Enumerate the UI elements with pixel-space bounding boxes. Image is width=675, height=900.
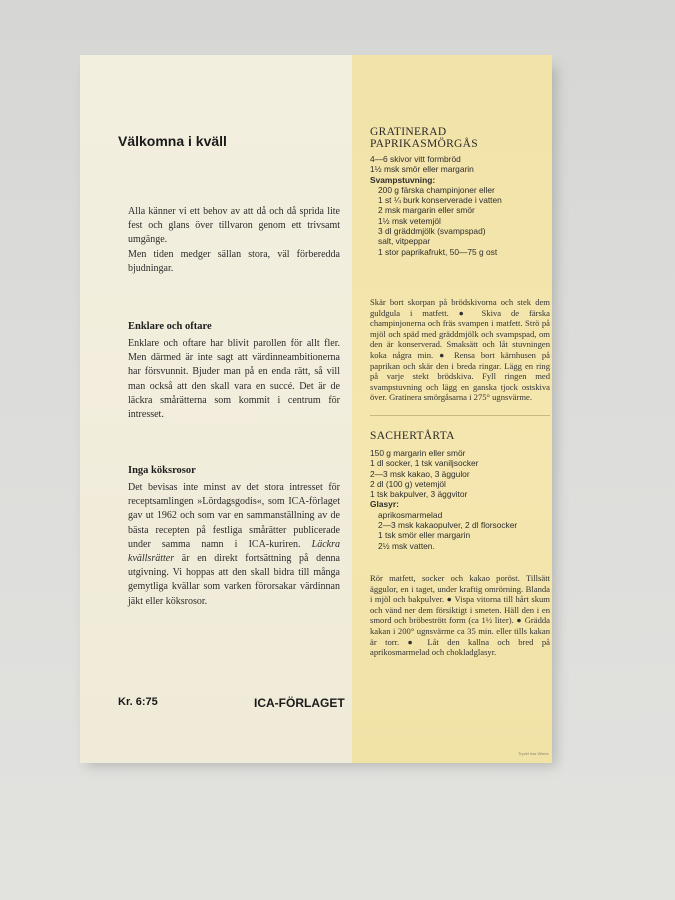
ingredient-line: 1 tsk smör eller margarin [378, 530, 471, 541]
recipe-divider [370, 415, 550, 416]
ingredient-line: 3 dl gräddmjölk (svampspad) [378, 226, 486, 237]
recipe1-title [370, 126, 478, 150]
section-text-part-a: Det bevisas inte minst av det stora intresset för receptsamlingen »Lördagsgodis«, som ICA-förlaget gav ut 1962 och som var en sammanställning av de bästa recepten på festliga smårätter publicerade under samma namn i ICA-kuriren. [128, 482, 340, 550]
ingredient-line: 1 tsk bakpulver, 3 äggvitor [370, 489, 468, 500]
recipe1-method: Skär bort skorpan på brödskivorna och stek dem guldgula i matfett. ● Skiva de färska champinjonerna och fräs svampen i matfett. Strö på mjöl och späd med gräddmjölk och svampspad, om den är konserverad. Smaksätt och låt stuvningen koka några min. ● Rensa bort kärnhusen på paprikan och skär den i breda ringar. Lägg en ring på varje stekt brödskiva. Fyll ringen med svampstuvning och lägg en ganska tjock ostskiva över. Gratinera smörgåsarna i 275° ugnsvärme. [370, 297, 550, 403]
publisher-name: ICA-FÖRLAGET [254, 696, 345, 710]
ingredient-line: 1 st ¼ burk konserverade i vatten [378, 195, 502, 206]
book-title-italic: Läckra kvällsrätter [128, 538, 340, 565]
intro-text-1: Alla känner vi ett behov av att då och då sprida lite fest och glans över tillvaron genom ett trivsamt umgänge. [128, 206, 340, 246]
ingredient-line: salt, vitpeppar [378, 236, 431, 247]
recipe2-ingredients [370, 448, 550, 551]
ingredient-line: 1 stor paprikafrukt, 50—75 g ost [378, 246, 498, 257]
section-heading-enklare: Enklare och oftare [128, 321, 212, 332]
cover-heading: Välkomna i kväll [118, 133, 227, 149]
printer-note: Tryckt hos Wiene [518, 751, 549, 756]
ingredient-line: 2—3 msk kakao, 3 äggulor [370, 468, 470, 479]
ingredient-line: 2½ msk vatten. [378, 540, 435, 551]
sub-label: Svampstuvning: [370, 174, 436, 185]
ingredient-line: 2 msk margarin eller smör [378, 205, 475, 216]
section-text-part-b: är en direkt fortsättning på denna utgivning. Vi hoppas att den skall bidra till många gemytliga kvällar som varken förorsakar värdinnan jäkt eller köksrosor. [128, 553, 340, 607]
ingredient-line: 200 g färska champinjoner eller [378, 184, 495, 195]
sub-label: Glasyr: [370, 499, 399, 510]
recipe1-title-line2: PAPRIKASMÖRGÅS [370, 138, 478, 150]
ingredient-line: aprikosmarmelad [378, 509, 443, 520]
intro-text-2: Men tiden medger sällan stora, väl förberedda bjudningar. [128, 248, 340, 274]
recipe2-method: Rör matfett, socker och kakao poröst. Tillsätt äggulor, en i taget, under kraftig omrörning. Blanda i mjöl och bakpulver. ● Vispa vitorna till hårt skum och vänd ner dem försiktigt i smeten. Häll den i en smord och bröbestrött form (ca 1½ liter). ● Grädda kakan i 200° ugnsvärme ca 35 min. eller tills kakan är torr. ● Låt den kallna och bred på aprikosmarmelad och chokladglasyr. [370, 573, 550, 658]
price-label: Kr. 6:75 [118, 696, 158, 708]
recipe2-title: SACHERTÅRTA [370, 430, 455, 442]
ingredient-line: 2 dl (100 g) vetemjöl [370, 478, 446, 489]
ingredient-line: 4—6 skivor vitt formbröd [370, 154, 461, 164]
ingredient-line: 2—3 msk kakaopulver, 2 dl florsocker [378, 520, 518, 531]
section-heading-koksrosor: Inga köksrosor [128, 465, 196, 476]
book-back-cover [80, 55, 552, 763]
ingredient-line: 1 dl socker, 1 tsk vaniljsocker [370, 458, 479, 469]
ingredient-line: 150 g margarin eller smör [370, 448, 466, 458]
ingredient-line: 1½ msk smör eller margarin [370, 164, 474, 175]
recipe1-ingredients [370, 154, 550, 257]
recipe1-title-line1: GRATINERAD [370, 126, 447, 138]
intro-paragraph [128, 205, 340, 276]
section-text-enklare: Enklare och oftare har blivit parollen för allt fler. Men därmed är inte sagt att värdinneambitionerna har försvunnit. Bjuder man på en enda rätt, så vill man också att den skall vara en succé. Det är de läckra smårätterna som kommit i centrum för intresset. [128, 338, 340, 421]
section-text-koksrosor [128, 481, 340, 609]
ingredient-line: 1½ msk vetemjöl [378, 215, 441, 226]
